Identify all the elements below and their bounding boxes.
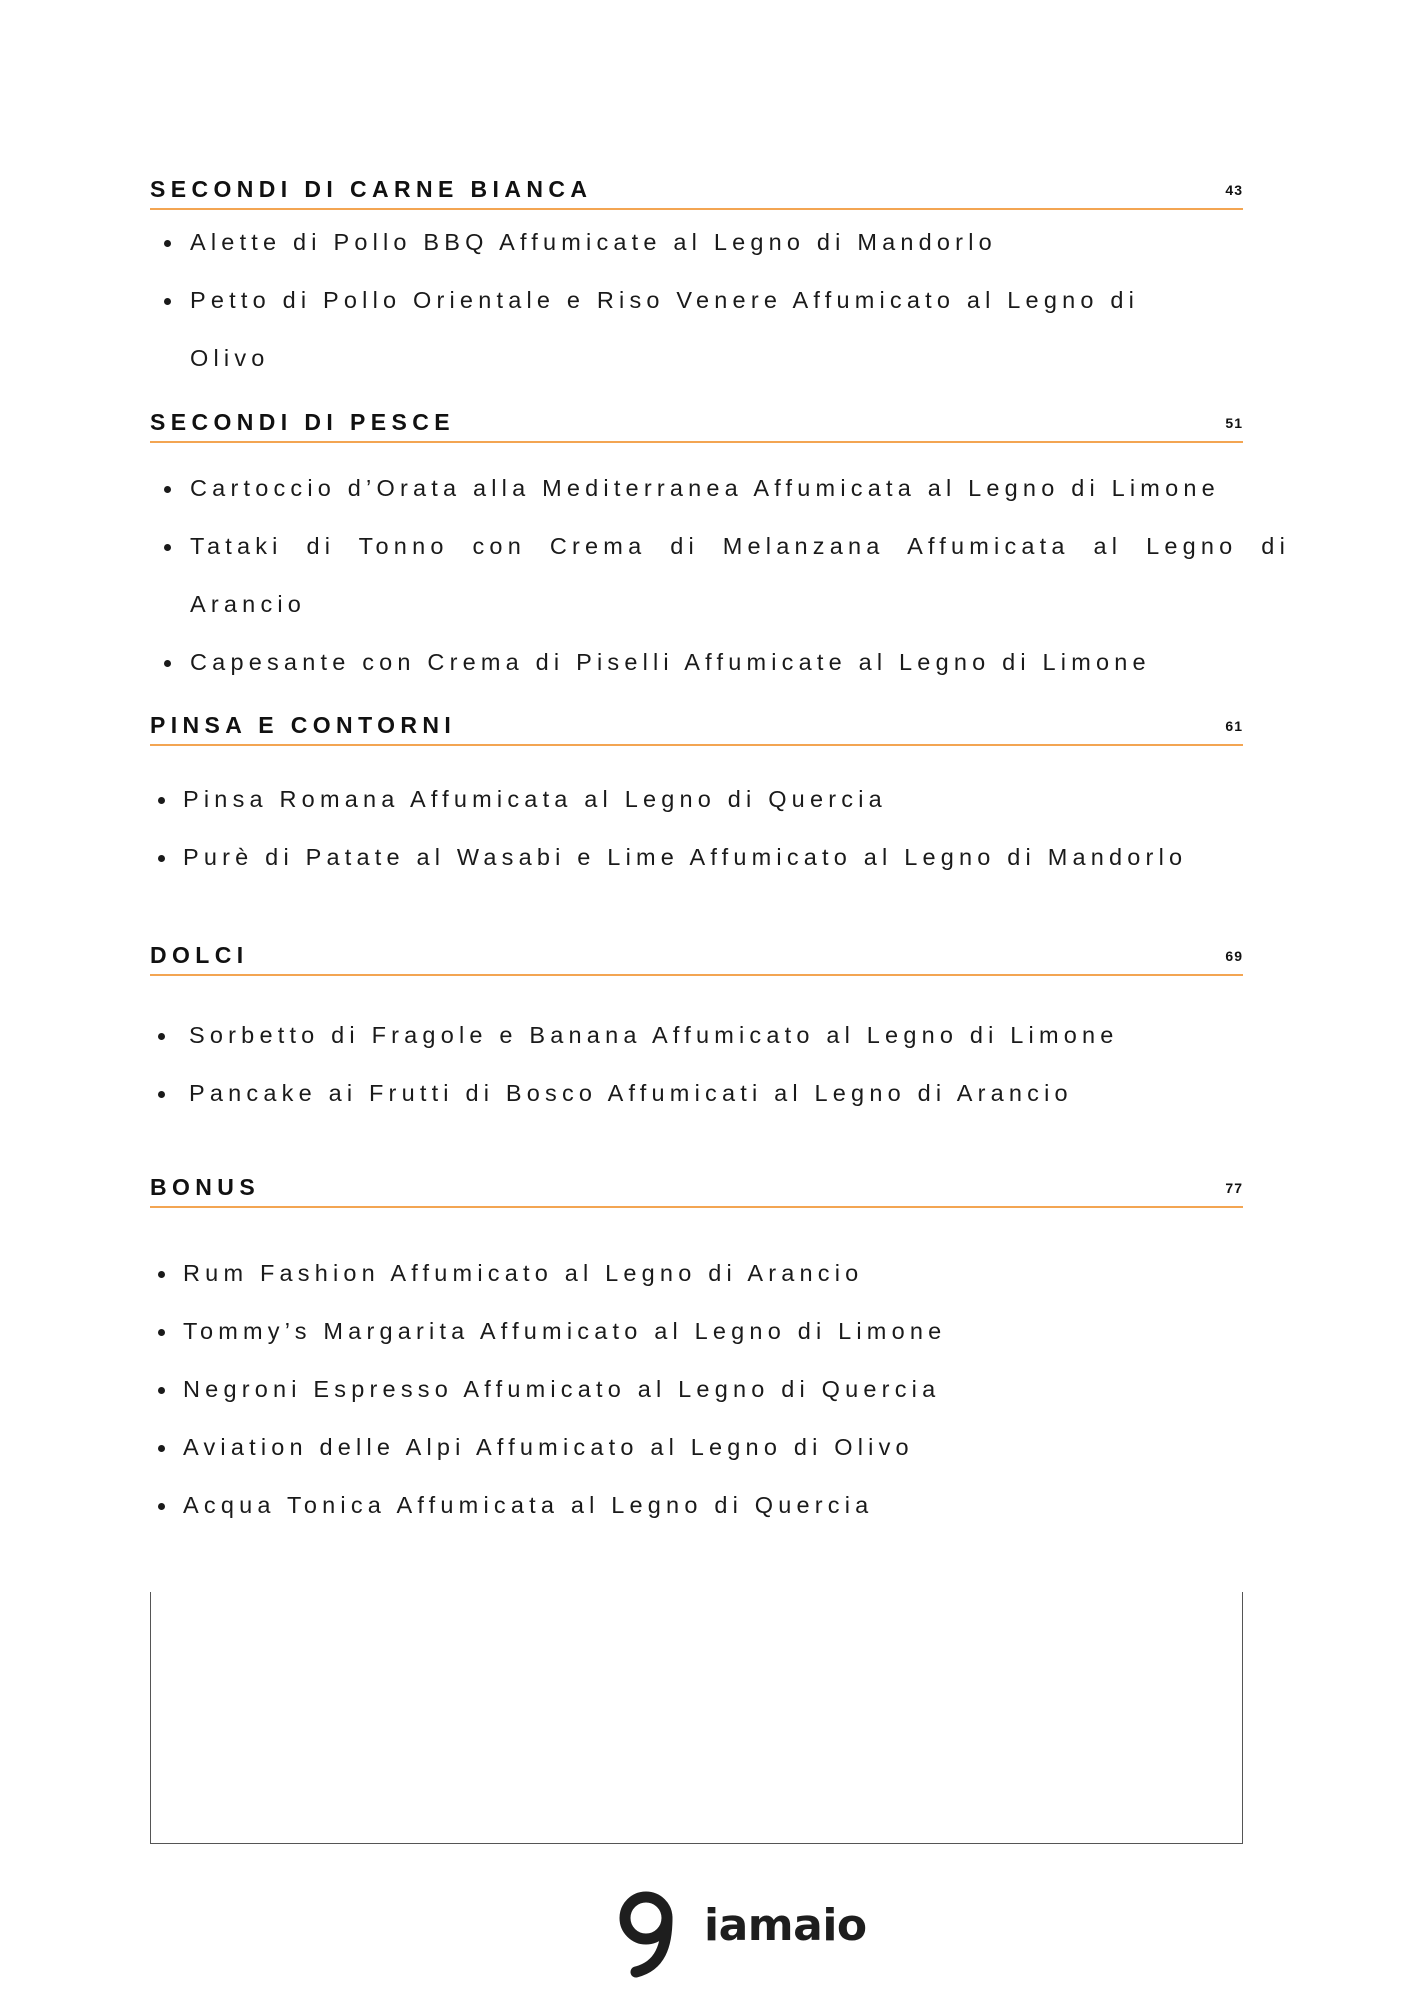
section-title: SECONDI DI PESCE bbox=[150, 409, 455, 435]
section-title: DOLCI bbox=[150, 942, 249, 968]
logo-g-icon bbox=[612, 1888, 708, 1978]
logo-text: iamaio bbox=[704, 1900, 867, 1951]
item-list bbox=[150, 1006, 1290, 1122]
section-pinsa-contorni bbox=[150, 698, 1243, 870]
list-item: Cartoccio d’Orata alla Mediterranea Affumicata al Legno di Limone bbox=[150, 459, 1290, 517]
list-item: Negroni Espresso Affumicato al Legno di Quercia bbox=[150, 1360, 1290, 1418]
list-item: Tataki di Tonno con Crema di Melanzana Affumicata al Legno di Arancio bbox=[150, 517, 1290, 633]
page-number: 51 bbox=[1225, 415, 1243, 431]
page-number: 43 bbox=[1225, 182, 1243, 198]
section-bonus bbox=[150, 1160, 1243, 1518]
list-item: Sorbetto di Fragole e Banana Affumicato al Legno di Limone bbox=[150, 1006, 1290, 1064]
section-title: BONUS bbox=[150, 1174, 261, 1200]
item-list bbox=[150, 1244, 1290, 1534]
brand-logo bbox=[612, 1888, 867, 1978]
list-item: Alette di Pollo BBQ Affumicate al Legno di Mandorlo bbox=[150, 213, 1243, 271]
page-number: 61 bbox=[1225, 718, 1243, 734]
item-list bbox=[150, 213, 1243, 387]
list-item: Pancake ai Frutti di Bosco Affumicati al Legno di Arancio bbox=[150, 1064, 1290, 1122]
empty-frame bbox=[150, 1592, 1243, 1844]
section-header bbox=[150, 928, 1243, 976]
section-secondi-carne-bianca bbox=[150, 162, 1243, 371]
list-item: Rum Fashion Affumicato al Legno di Arancio bbox=[150, 1244, 1290, 1302]
list-item: Acqua Tonica Affumicata al Legno di Quercia bbox=[150, 1476, 1290, 1534]
page-number: 69 bbox=[1225, 948, 1243, 964]
list-item: Pinsa Romana Affumicata al Legno di Quercia bbox=[150, 770, 1290, 828]
section-title: PINSA E CONTORNI bbox=[150, 712, 457, 738]
section-secondi-pesce bbox=[150, 395, 1290, 675]
list-item: Purè di Patate al Wasabi e Lime Affumicato al Legno di Mandorlo bbox=[150, 828, 1290, 886]
section-dolci bbox=[150, 928, 1243, 1106]
section-title: SECONDI DI CARNE BIANCA bbox=[150, 176, 593, 202]
item-list bbox=[150, 459, 1290, 691]
section-header bbox=[150, 698, 1243, 746]
list-item: Aviation delle Alpi Affumicato al Legno di Olivo bbox=[150, 1418, 1290, 1476]
item-list bbox=[150, 770, 1290, 886]
section-header bbox=[150, 1160, 1243, 1208]
section-header bbox=[150, 162, 1243, 210]
list-item: Tommy’s Margarita Affumicato al Legno di Limone bbox=[150, 1302, 1290, 1360]
page-number: 77 bbox=[1225, 1180, 1243, 1196]
section-header bbox=[150, 395, 1243, 443]
list-item: Petto di Pollo Orientale e Riso Venere Affumicato al Legno di Olivo bbox=[150, 271, 1243, 387]
list-item: Capesante con Crema di Piselli Affumicate al Legno di Limone bbox=[150, 633, 1290, 691]
